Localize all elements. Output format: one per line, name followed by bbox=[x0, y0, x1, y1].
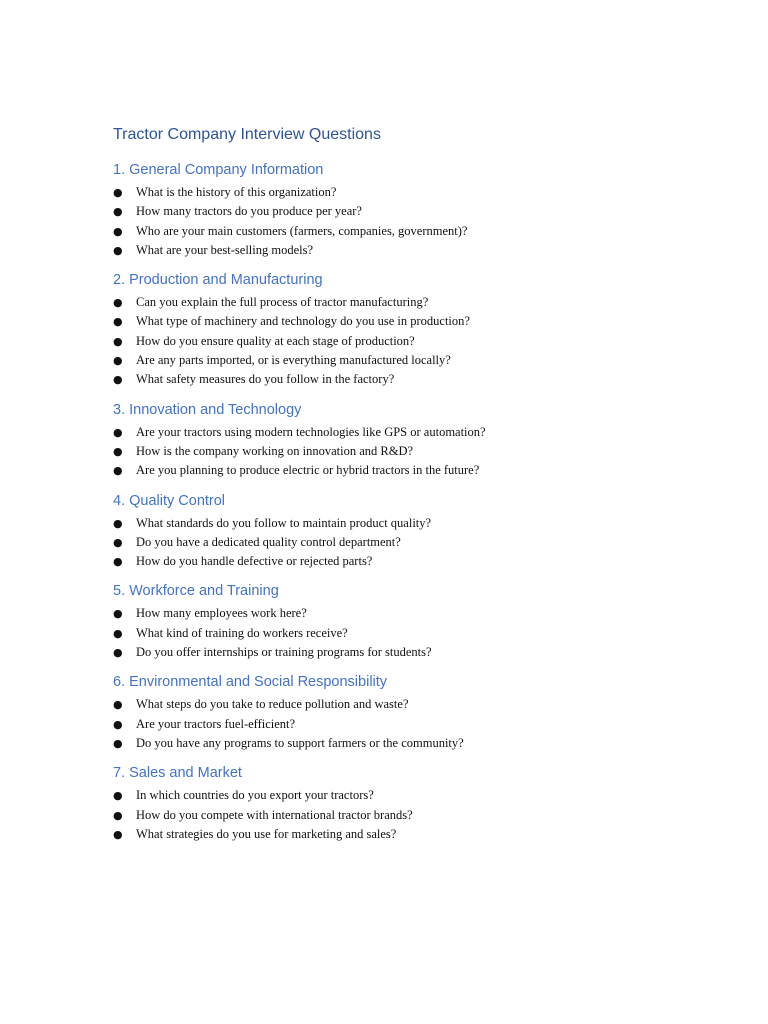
question-text: What kind of training do workers receive? bbox=[136, 625, 348, 640]
question-text: What strategies do you use for marketing and sales? bbox=[136, 826, 397, 841]
question-text: How is the company working on innovation and R&D? bbox=[136, 443, 414, 458]
question-list bbox=[113, 423, 713, 481]
bullet-icon: ● bbox=[113, 373, 123, 387]
question-item bbox=[113, 552, 713, 571]
question-text: What type of machinery and technology do you use in production? bbox=[136, 314, 470, 329]
bullet-icon: ● bbox=[113, 626, 123, 640]
section-workforce-and-training bbox=[113, 581, 713, 662]
question-text: What steps do you take to reduce pollution and waste? bbox=[136, 697, 409, 712]
section-heading: 3. Innovation and Technology bbox=[113, 401, 302, 418]
question-text: Do you have any programs to support farmers or the community? bbox=[136, 735, 464, 750]
question-item bbox=[113, 351, 713, 370]
question-text: Are your tractors fuel-efficient? bbox=[136, 716, 296, 731]
question-item bbox=[113, 370, 713, 389]
question-item bbox=[113, 461, 713, 480]
question-text: Can you explain the full process of tractor manufacturing? bbox=[136, 295, 429, 310]
question-list bbox=[113, 786, 713, 844]
question-item bbox=[113, 183, 713, 202]
question-item bbox=[113, 423, 713, 442]
section-production-and-manufacturing bbox=[113, 270, 713, 389]
bullet-icon: ● bbox=[113, 516, 123, 530]
question-text: What are your best-selling models? bbox=[136, 242, 314, 257]
question-list bbox=[113, 514, 713, 572]
question-item bbox=[113, 202, 713, 221]
bullet-icon: ● bbox=[113, 186, 123, 199]
section-sales-and-market bbox=[113, 763, 713, 844]
question-item bbox=[113, 715, 713, 734]
question-item bbox=[113, 514, 713, 533]
question-item bbox=[113, 734, 713, 753]
question-text: Do you offer internships or training programs for students? bbox=[136, 645, 432, 660]
question-text: Who are your main customers (farmers, companies, government)? bbox=[136, 223, 468, 238]
bullet-icon: ● bbox=[113, 607, 123, 621]
question-item bbox=[113, 312, 713, 331]
bullet-icon: ● bbox=[113, 736, 123, 750]
question-item bbox=[113, 293, 713, 312]
bullet-icon: ● bbox=[113, 205, 123, 219]
section-quality-control bbox=[113, 491, 713, 572]
section-innovation-and-technology bbox=[113, 400, 713, 481]
question-text: How do you handle defective or rejected parts? bbox=[136, 554, 373, 569]
bullet-icon: ● bbox=[113, 224, 123, 238]
question-text: In which countries do you export your tractors? bbox=[136, 788, 374, 803]
question-list bbox=[113, 604, 713, 662]
bullet-icon: ● bbox=[113, 827, 123, 841]
question-text: How many employees work here? bbox=[136, 606, 307, 621]
section-general-company-information bbox=[113, 160, 713, 260]
bullet-icon: ● bbox=[113, 243, 123, 257]
document-content bbox=[113, 124, 713, 854]
bullet-icon: ● bbox=[113, 354, 123, 368]
question-item bbox=[113, 695, 713, 714]
document-title: Tractor Company Interview Questions bbox=[113, 126, 381, 143]
bullet-icon: ● bbox=[113, 646, 123, 660]
question-item bbox=[113, 533, 713, 552]
question-text: Do you have a dedicated quality control department? bbox=[136, 534, 401, 549]
section-heading: 4. Quality Control bbox=[113, 492, 226, 509]
section-heading: 5. Workforce and Training bbox=[113, 583, 279, 600]
bullet-icon: ● bbox=[113, 444, 123, 458]
question-item bbox=[113, 442, 713, 461]
question-item bbox=[113, 624, 713, 643]
bullet-icon: ● bbox=[113, 555, 123, 569]
bullet-icon: ● bbox=[113, 808, 123, 822]
question-text: How do you compete with international tractor brands? bbox=[136, 807, 413, 822]
question-item bbox=[113, 332, 713, 351]
bullet-icon: ● bbox=[113, 296, 123, 310]
bullet-icon: ● bbox=[113, 698, 123, 712]
bullet-icon: ● bbox=[113, 425, 123, 439]
question-text: How do you ensure quality at each stage of production? bbox=[136, 333, 415, 348]
question-item bbox=[113, 825, 713, 844]
section-heading: 7. Sales and Market bbox=[113, 765, 242, 782]
bullet-icon: ● bbox=[113, 717, 123, 731]
question-list bbox=[113, 183, 713, 260]
question-item bbox=[113, 604, 713, 623]
question-text: What is the history of this organization? bbox=[136, 185, 337, 199]
bullet-icon: ● bbox=[113, 334, 123, 348]
bullet-icon: ● bbox=[113, 535, 123, 549]
bullet-icon: ● bbox=[113, 464, 123, 478]
question-text: Are you planning to produce electric or hybrid tractors in the future? bbox=[136, 463, 480, 478]
question-text: Are your tractors using modern technologies like GPS or automation? bbox=[136, 424, 486, 439]
question-text: What safety measures do you follow in the factory? bbox=[136, 372, 395, 387]
question-item bbox=[113, 786, 713, 805]
question-item bbox=[113, 806, 713, 825]
section-environmental-and-social-responsibility bbox=[113, 672, 713, 753]
question-item bbox=[113, 222, 713, 241]
section-heading: 1. General Company Information bbox=[113, 162, 324, 178]
question-text: Are any parts imported, or is everything manufactured locally? bbox=[136, 353, 451, 368]
question-text: What standards do you follow to maintain product quality? bbox=[136, 515, 432, 530]
section-heading: 2. Production and Manufacturing bbox=[113, 272, 323, 289]
question-item bbox=[113, 643, 713, 662]
question-list bbox=[113, 695, 713, 753]
bullet-icon: ● bbox=[113, 315, 123, 329]
section-heading: 6. Environmental and Social Responsibility bbox=[113, 674, 388, 691]
question-list bbox=[113, 293, 713, 389]
question-text: How many tractors do you produce per year? bbox=[136, 204, 362, 219]
question-item bbox=[113, 241, 713, 260]
bullet-icon: ● bbox=[113, 789, 123, 803]
